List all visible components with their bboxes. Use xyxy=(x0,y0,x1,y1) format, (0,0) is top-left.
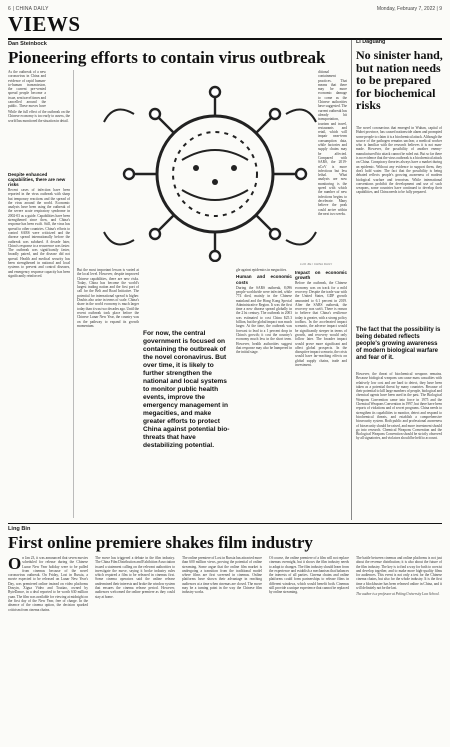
page-date: Monday, February 7, 2022 | 9 xyxy=(376,6,442,12)
story2-headline: No sinister hand, but nation needs to be prepared for biochemical risks xyxy=(356,48,443,112)
mid-rule xyxy=(8,523,442,524)
story1-pull-quote: For now, the central government is focused on containing the outbreak of the novel coronavirus. But over time, it is likely to further strengthen the national and local systems to monitor public health events, improve the emergency management in megacities, and make greater efforts to protect China against potential bio-threats that have destabilizing potential. xyxy=(143,330,230,449)
story1-col3: gle against epidemics in megacities. Human and economic costs During the SARS outbreak, 8,096 people worldwide were infected, while 774 died, mainly in the Chinese mainland and the Hong Kong Special Administrative Region. It was the first time a new disease spread globally in the 21st century. The outbreak in 2003 was estimated to cost China $25.3 billion, but the global impact was much larger. At the time, the outbreak was forecast to lead to a 1 percent drop in China's growth; it cost the country's economy much less in the short term. However, health authorities suggest that response may also be hampered in the initial stage. xyxy=(236,268,292,355)
story1-col2: But the most important lesson is varied at the local level. However, despite improved Chinese capabilities, there are new risks. Today, China has become the world's largest trading nation and the first port of call for the Belt and Road Initiative. The potential for international spread is higher. Doubts also arise in terms of scale. China's share in the world economy is much larger today than it was two decades ago. Until the recent outbreak took place before the Chinese Lunar New Year, the country was on the pathway to expand its growth momentum. xyxy=(77,268,139,328)
story3-col3: The online premiere of Lost in Russia has attracted more than 600 million views, proving the potential of online streaming. Some argue that the online film market is undergoing a transition from the traditional model where films are first screened in cinemas. Online platforms have shown their advantage in reaching audiences at a time when cinemas are closed. The move may be a turning point in the way the Chinese film industry works. xyxy=(182,556,262,595)
story2-col-top: The novel coronavirus that emerged in Wuhan, capital of Hubei province, has caused nationwide alarm and prompted some people to claim it is a biochemical attack. Although the source of the pathogen remains unclear, a medical worker who is familiar with the research believes it is not man-made. However, the possibility of another enemy-manufactured bio attack cannot be ruled out. But so far there is no evidence that the virus outbreak is a biochemical attack on China. Conspiracy theories always have a market during an epidemic. Without any evidence to support them, they don't hold water. The fact that the possibility is being debated reflects people's growing awareness of modern biological warfare and terrorism. While international conventions prohibit the development and use of such weapons, some countries have continued to develop their capabilities, and China needs to be fully prepared. xyxy=(356,126,442,195)
column-rule xyxy=(73,70,74,518)
story3-byline: Ling Bin xyxy=(8,526,31,532)
story1-col1-intro: As the outbreak of a new coronavirus in China and evidence of rapid human-to-human transmission, the current pre-vented spread people become a issue, sent travel times and cancelled around the public. These moves have xyxy=(8,70,46,108)
page-meta: 6 | CHINA DAILY xyxy=(8,6,49,12)
story1-headline: Pioneering efforts to contain virus outbreak xyxy=(8,48,326,67)
story3-headline: First online premiere shakes film industry xyxy=(8,533,313,552)
story2-pull-quote: The fact that the possibility is being debated reflects people's growing awareness of modern biological warfare and fear of it. xyxy=(356,327,441,361)
story-divider xyxy=(351,40,352,520)
illustration-credit: LUO JIE / CHINA DAILY xyxy=(300,262,333,266)
story2-col-bottom: However, the threat of biochemical weapons remains. Because biological weapons can cause mass casualties with relatively low cost and are hard to detect, they have been taken as a potential threat by many countries. Because of their potential to kill large numbers of people, biological and chemical agents have been used in the past. The Biological Weapons Convention came into force in 1975 and the Chemical Weapons Convention in 1997, but there have been reports of violations and of secret programs. China needs to strengthen its capabilities to monitor, detect and respond to biochemical threats, and establish a comprehensive biosecurity system. Both public and professional awareness of biosecurity should be raised, and more investment should go into research. Chemical Weapons Convention and the Biological Weapons Convention should be strictly observed by all signatories, and violators should be held to account. xyxy=(356,372,442,441)
story3-col4: Of course, the online premiere of a film will not replace cinemas overnight, but it shows the film industry needs to adapt to changes. The film industry should learn from the experience and establish a mechanism that balances the interests of all parties. Cinema chains and online platforms could form partnerships to release films in different windows, which would benefit both. Cinemas still provide a unique experience that cannot be replaced by online streaming. xyxy=(269,556,349,595)
story1-byline: Dan Steinbock xyxy=(8,41,47,47)
story1-col1-mid: While the full effect of the outbreak on the Chinese economy is too early to assess, the world has monitored the situation in detail. xyxy=(8,110,70,123)
story3-col2: The move has triggered a debate in the film industry. The China Film Distribution and Exhibition Association issued a statement calling on the relevant authorities to investigate the move, saying it broke industry rules which required a film to be released in cinemas first. Some cinema operators said the online release undermined their interests and broke the window system that ensures the cinema release period. However, audiences welcomed the online premiere as they could stay at home. xyxy=(95,556,175,599)
story1-subhead1: Despite enhanced capabilities, there are new risks xyxy=(8,172,66,188)
story3-col5: The battle between cinemas and online platforms is not just about the revenue distribution; it is also about the future of the film industry. The key is to find a way for both to coexist and develop together, and to make more high-quality films for audiences. This event is not only a test for the Chinese cinema chains, but also for the whole industry. It is the first time a blockbuster has been released online in China, and it will definitely not be the last. The author is a professor at Peking University Law School. xyxy=(356,556,442,597)
story3-endnote: The author is a professor at Peking University Law School. xyxy=(356,592,440,597)
section-title: VIEWS xyxy=(8,12,81,36)
story1-col4-upper: ditional containment practices. That means that there may be more economic damage to come as the Chinese authorities have suggested. The current outbreak has already hit transportation, tourism and travel, restaurants and retail, which will impair near-term consumption data, while factories and supply chains may be affected. Compared with SARS, the 2019-nCoV is more infectious but less lethal. What analysts are now monitoring is the speed with which the number of new infections begins to decelerate. Many believe the peak could arrive within the next two weeks. xyxy=(318,70,347,216)
story1-col4-lower: Impact on economic growth Before the outbreak, the Chinese economy was on track for a mild recovery. Despite the trade war with the United States, GDP growth amounted to 6.1 percent in 2019. After the SARS outbreak, the recovery was swift. There is reason to believe that China's resilience today is greater, with a strong policy toolbox. In the accelerated impact scenario, the adverse impact would be significantly steeper in terms of growth, and recovery would only follow later. The broader impact would prove more significant and affect global prospects. In the disruptive impact scenario, the crisis would have far-reaching effects on global supply chains, trade and investment. xyxy=(295,270,347,368)
story3-col1: On Jan 23, it was announced that seven movies scheduled for release during the Chinese Lunar New Year holiday were to be pulled from cinemas because of the novel coronavirus outbreak. On Friday, Lost in Russia, a movie expected to be released on Lunar New Year's Day, was premiered online instead on video platforms Douyin, Xigua Video and Toutiao, owned by ByteDance, in a deal reported to be worth 630 million yuan. The film was available for viewing at midnight on the first day of the New Year, free of charge. In the absence of the cinema option, the decision sparked criticism from cinema chains. xyxy=(8,556,88,612)
story1-col1-body: Recent cases of infection have been reported in the virus outbreak with sharp but temporary reactions and the spread of the virus around the world. Economic analysts have been using the outbreak of the severe acute respiratory syndrome in 2002-03 as a guide. Capabilities have been strengthened since then, and China's response has been swift. Still, the virus has spread to other countries. China's efforts to control SARS were criticized and the disease spread internationally before the outbreak was subdued. A decade later, China's response to a recurrence was faster. The outbreak was significantly faster, broadly paired, and the disease did not spread. Health and medical security has been strengthened in national and local systems to prevent and control diseases, and emergency response capacity has been significantly reinforced. xyxy=(8,188,70,278)
story2-byline: Li Daguang xyxy=(356,39,386,45)
